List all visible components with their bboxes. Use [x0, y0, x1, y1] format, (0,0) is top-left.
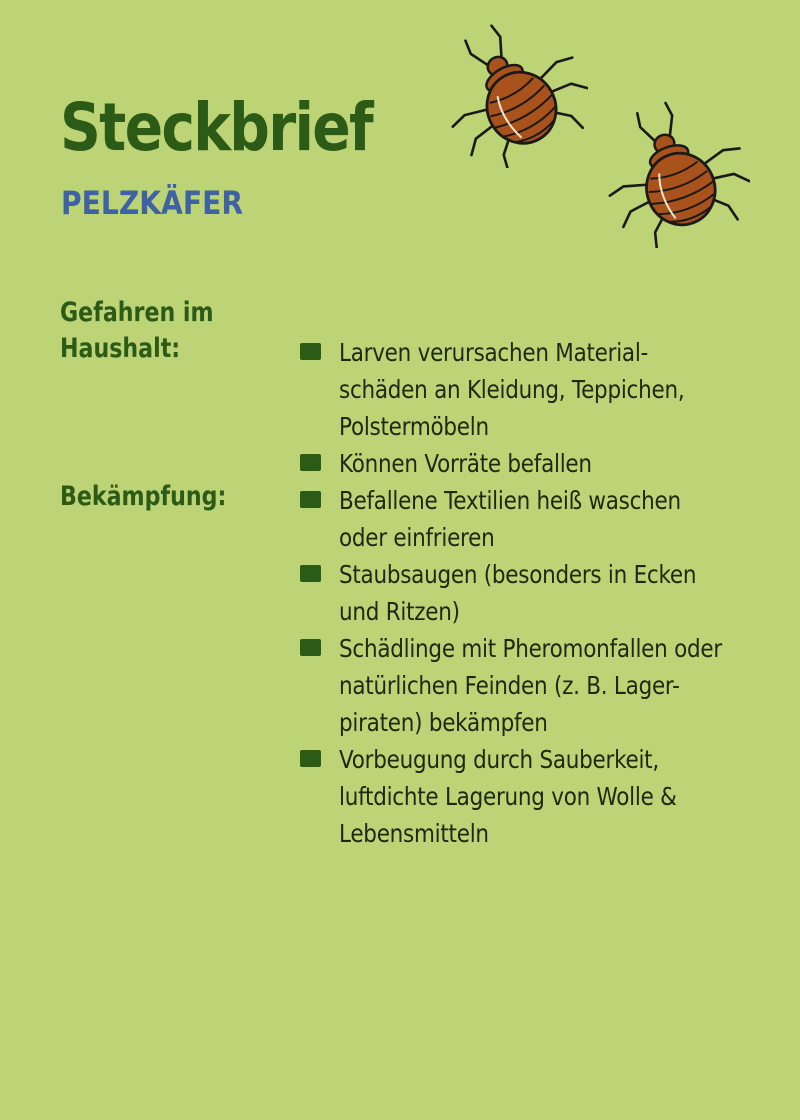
section-label-gefahren [60, 295, 214, 367]
bullet-square-icon [300, 343, 321, 360]
list-item-line: Können Vorräte befallen [339, 449, 592, 478]
bullet-square-icon [300, 491, 321, 508]
list-item [300, 334, 780, 445]
list-item-line: Polstermöbeln [339, 412, 489, 441]
list-item-line: oder einfrieren [339, 523, 495, 552]
bullet-square-icon [300, 565, 321, 582]
list-item-line: natürlichen Feinden (z. B. Lager- [339, 671, 680, 700]
list-item-line: luftdichte Lagerung von Wolle & [339, 782, 677, 811]
section-label-bekaempfung: Bekämpfung: [60, 481, 227, 512]
section-label-line: Gefahren im [60, 297, 214, 328]
list-item [300, 741, 780, 852]
bullet-square-icon [300, 639, 321, 656]
list-item-line: Lebensmitteln [339, 819, 489, 848]
beetle-icon [600, 98, 750, 248]
list-item-line: Staubsaugen (besonders in Ecken [339, 560, 697, 589]
list-item [300, 630, 780, 741]
list-item [300, 482, 780, 556]
page-title: Steckbrief [60, 89, 372, 166]
section-label-line: Haushalt: [60, 333, 181, 364]
list-item-line: piraten) bekämpfen [339, 708, 548, 737]
page-subtitle: PELZKÄFER [61, 184, 244, 222]
fact-list [300, 334, 780, 852]
list-item-line: Larven verursachen Material- [339, 338, 649, 367]
beetle-icon [438, 18, 588, 168]
list-item-line: schäden an Kleidung, Teppichen, [339, 375, 685, 404]
list-item [300, 556, 780, 630]
bullet-square-icon [300, 454, 321, 471]
bullet-square-icon [300, 750, 321, 767]
list-item [300, 445, 780, 482]
list-item-line: Schädlinge mit Pheromonfallen oder [339, 634, 722, 663]
list-item-line: und Ritzen) [339, 597, 460, 626]
list-item-line: Befallene Textilien heiß waschen [339, 486, 681, 515]
list-item-line: Vorbeugung durch Sauberkeit, [339, 745, 659, 774]
